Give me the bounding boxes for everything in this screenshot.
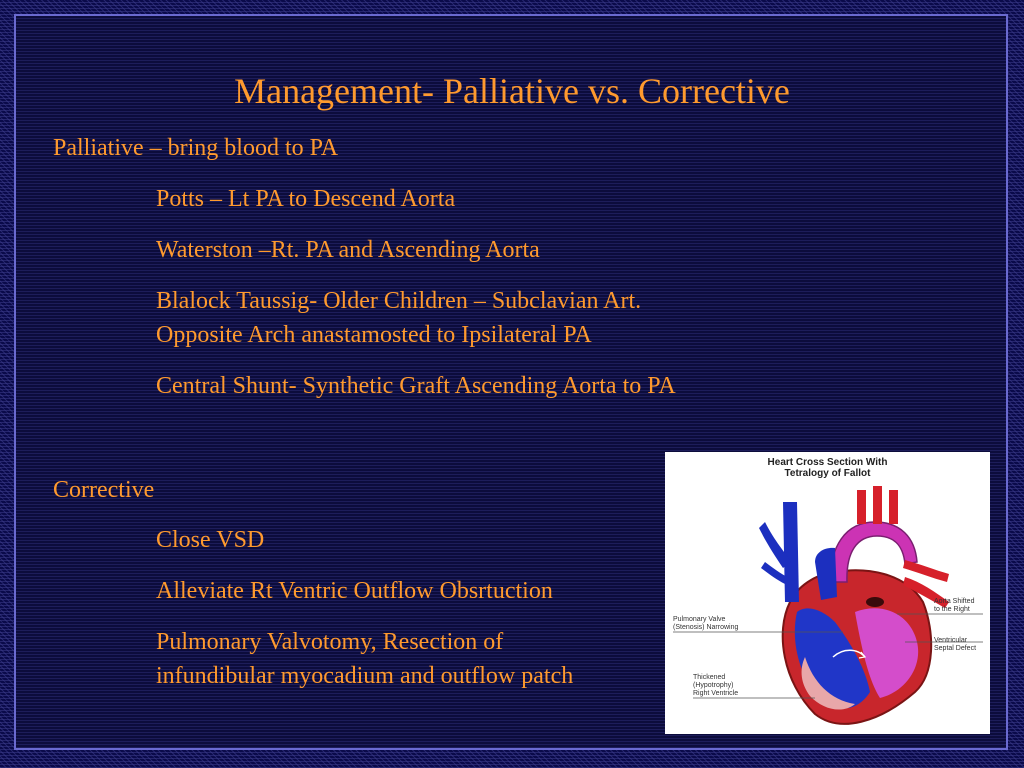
corrective-item-valvotomy-line2: infundibular myocadium and outflow patch: [156, 663, 574, 689]
figure-title-line1: Heart Cross Section With: [767, 457, 888, 468]
palliative-item-central-shunt: Central Shunt- Synthetic Graft Ascending Aorta to PA: [156, 373, 676, 399]
corrective-item-close-vsd: Close VSD: [156, 527, 265, 553]
label-thickened-rv: Thickened (Hypotrophy) Right Ventricle: [693, 674, 739, 697]
label-aorta-shifted: Aorta Shifted to the Right: [934, 598, 975, 613]
palliative-heading: Palliative – bring blood to PA: [53, 135, 339, 161]
corrective-item-alleviate: Alleviate Rt Ventric Outflow Obsrtuction: [156, 578, 553, 604]
heart-diagram-figure: [665, 452, 990, 734]
label-pulmonary-valve: Pulmonary Valve (Stenosis) Narrowing: [673, 616, 739, 631]
palliative-item-waterston: Waterston –Rt. PA and Ascending Aorta: [156, 237, 540, 263]
palliative-item-blalock-line2: Opposite Arch anastamosted to Ipsilateral PA: [156, 322, 592, 348]
corrective-heading: Corrective: [53, 477, 155, 503]
corrective-item-valvotomy-line1: Pulmonary Valvotomy, Resection of: [156, 629, 504, 655]
slide-title: Management- Palliative vs. Corrective: [234, 71, 790, 111]
figure-title-line2: Tetralogy of Fallot: [784, 468, 871, 479]
label-vsd: Ventricular Septal Defect: [934, 637, 977, 652]
palliative-item-potts: Potts – Lt PA to Descend Aorta: [156, 186, 456, 212]
palliative-item-blalock-line1: Blalock Taussig- Older Children – Subclavian Art.: [156, 288, 642, 314]
